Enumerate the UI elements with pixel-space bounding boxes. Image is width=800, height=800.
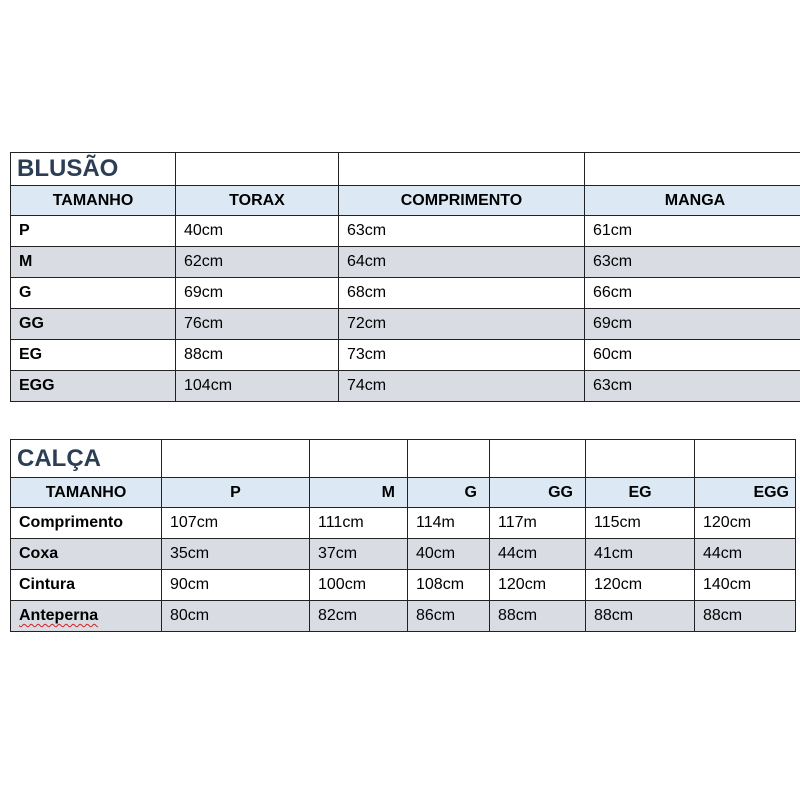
measure-label: Cintura — [11, 570, 162, 601]
size-label: M — [11, 247, 176, 278]
table-cell: 37cm — [310, 539, 408, 570]
table-cell: 63cm — [585, 247, 800, 278]
table-cell: 72cm — [339, 309, 585, 340]
table-cell: 86cm — [408, 601, 490, 632]
table-cell: 120cm — [695, 508, 796, 539]
table-cell: 82cm — [310, 601, 408, 632]
table-cell: 41cm — [586, 539, 695, 570]
table-cell: 60cm — [585, 340, 800, 371]
column-header: TAMANHO — [11, 186, 176, 216]
column-header: COMPRIMENTO — [339, 186, 585, 216]
empty-cell — [695, 440, 796, 478]
table-row — [11, 216, 800, 247]
measure-label: Coxa — [11, 539, 162, 570]
table-cell: 120cm — [586, 570, 695, 601]
table-cell: 61cm — [585, 216, 800, 247]
table-row — [11, 508, 796, 539]
table-cell: 117m — [490, 508, 586, 539]
table-cell: 68cm — [339, 278, 585, 309]
table-cell: 90cm — [162, 570, 310, 601]
empty-cell — [585, 153, 800, 186]
table-cell: 100cm — [310, 570, 408, 601]
table-cell: 40cm — [408, 539, 490, 570]
table-cell: 140cm — [695, 570, 796, 601]
table-cell: 76cm — [176, 309, 339, 340]
size-label: GG — [11, 309, 176, 340]
column-header: GG — [490, 478, 586, 508]
empty-cell — [490, 440, 586, 478]
table-row — [11, 539, 796, 570]
table-cell: 69cm — [585, 309, 800, 340]
empty-cell — [408, 440, 490, 478]
table-cell: 88cm — [695, 601, 796, 632]
table-cell: 104cm — [176, 371, 339, 402]
size-label: EGG — [11, 371, 176, 402]
table-cell: 88cm — [586, 601, 695, 632]
column-header: TORAX — [176, 186, 339, 216]
table-cell: 64cm — [339, 247, 585, 278]
blusao-size-table — [10, 152, 800, 402]
table-cell: 63cm — [339, 216, 585, 247]
size-label: P — [11, 216, 176, 247]
table-cell: 35cm — [162, 539, 310, 570]
table-row — [11, 247, 800, 278]
column-header: P — [162, 478, 310, 508]
table-cell: 73cm — [339, 340, 585, 371]
empty-cell — [586, 440, 695, 478]
table-cell: 80cm — [162, 601, 310, 632]
table-cell: 111cm — [310, 508, 408, 539]
table-cell: 63cm — [585, 371, 800, 402]
calca-title-row — [11, 440, 796, 478]
table-row — [11, 340, 800, 371]
table-row — [11, 570, 796, 601]
column-header: MANGA — [585, 186, 800, 216]
size-label: EG — [11, 340, 176, 371]
table-row — [11, 371, 800, 402]
table-cell: 120cm — [490, 570, 586, 601]
blusao-title-row — [11, 153, 800, 186]
table-cell: 66cm — [585, 278, 800, 309]
spellcheck-flagged-word: Anteperna — [19, 607, 99, 624]
empty-cell — [176, 153, 339, 186]
table-row — [11, 601, 796, 632]
table-cell: 88cm — [490, 601, 586, 632]
measure-label — [11, 601, 162, 632]
table-cell: 107cm — [162, 508, 310, 539]
table-cell: 69cm — [176, 278, 339, 309]
column-header: M — [310, 478, 408, 508]
table-cell: 62cm — [176, 247, 339, 278]
blusao-header-row — [11, 186, 800, 216]
table-cell: 115cm — [586, 508, 695, 539]
table-row — [11, 309, 800, 340]
table-cell: 88cm — [176, 340, 339, 371]
calca-size-table — [10, 439, 796, 632]
table-cell: 108cm — [408, 570, 490, 601]
calca-title: CALÇA — [11, 440, 162, 478]
column-header: TAMANHO — [11, 478, 162, 508]
blusao-title: BLUSÃO — [11, 153, 176, 186]
table-cell: 74cm — [339, 371, 585, 402]
empty-cell — [162, 440, 310, 478]
empty-cell — [339, 153, 585, 186]
column-header: EGG — [695, 478, 796, 508]
table-cell: 44cm — [490, 539, 586, 570]
table-cell: 44cm — [695, 539, 796, 570]
table-cell: 114m — [408, 508, 490, 539]
column-header: G — [408, 478, 490, 508]
measure-label: Comprimento — [11, 508, 162, 539]
table-row — [11, 278, 800, 309]
size-label: G — [11, 278, 176, 309]
column-header: EG — [586, 478, 695, 508]
empty-cell — [310, 440, 408, 478]
table-cell: 40cm — [176, 216, 339, 247]
calca-header-row — [11, 478, 796, 508]
